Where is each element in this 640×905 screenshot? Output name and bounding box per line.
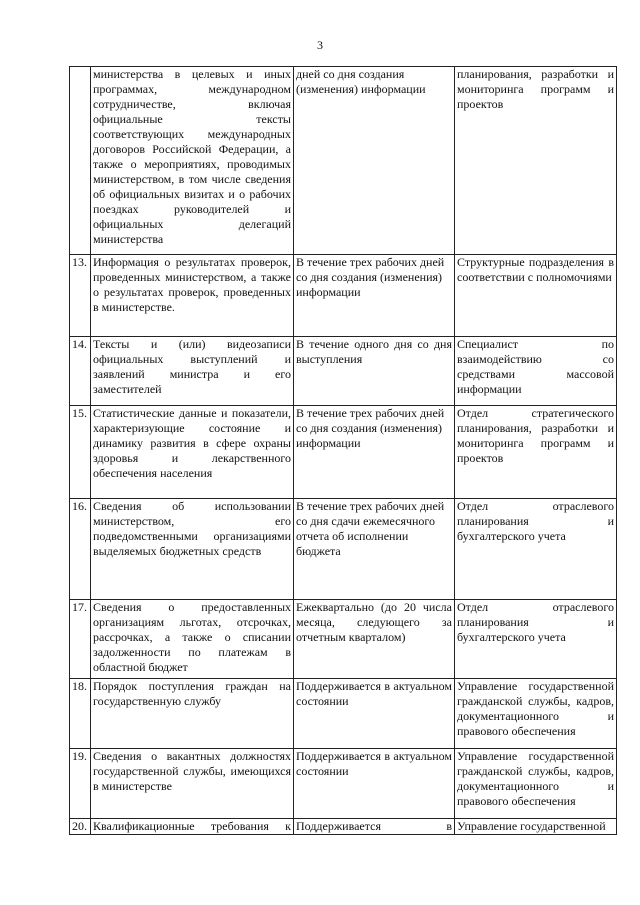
table-row: [70, 749, 617, 819]
term-cell: Поддерживается в актуальном состоянии: [294, 749, 455, 819]
term-cell: В течение трех рабочих дней со дня сдачи ежемесячного отчета об исполнении бюджета: [294, 499, 455, 600]
row-number: [70, 67, 91, 255]
row-number: 20.: [70, 819, 91, 835]
information-table: [69, 66, 617, 835]
term-cell: Поддерживается в: [294, 819, 455, 835]
row-number: 13.: [70, 255, 91, 337]
row-number: 19.: [70, 749, 91, 819]
row-number: 17.: [70, 600, 91, 679]
responsible-cell: Управление государственной: [455, 819, 617, 835]
table-row: [70, 600, 617, 679]
table-row: [70, 406, 617, 499]
table-row: [70, 819, 617, 835]
info-cell: Информация о результатах проверок, проведенных министерством, а также о результатах проверок, проведенных в министерстве.: [91, 255, 294, 337]
term-cell: Поддерживается в актуальном состоянии: [294, 679, 455, 749]
info-cell: Статистические данные и показатели, характеризующие состояние и динамику развития в сфере охраны здоровья и лекарственного обеспечения населения: [91, 406, 294, 499]
row-number: 14.: [70, 337, 91, 406]
term-cell: дней со дня создания (изменения) информации: [294, 67, 455, 255]
term-cell: В течение трех рабочих дней со дня создания (изменения) информации: [294, 406, 455, 499]
table-row: [70, 67, 617, 255]
info-cell: министерства в целевых и иных программах, международном сотрудничестве, включая официальные тексты соответствующих международных договоров Российской Федерации, а также о мероприятиях, проводимых министерством, в том числе сведения об официальных визитах и о рабочих поездках руководителей и официальных делегаций министерства: [91, 67, 294, 255]
responsible-cell: планирования, разработки и мониторинга программ и проектов: [455, 67, 617, 255]
responsible-cell: Отдел отраслевого планирования и бухгалтерского учета: [455, 499, 617, 600]
info-cell: Сведения об использовании министерством, его подведомственными организациями выделяемых бюджетных средств: [91, 499, 294, 600]
row-number: 16.: [70, 499, 91, 600]
table-row: [70, 679, 617, 749]
term-cell: В течение одного дня со дня выступления: [294, 337, 455, 406]
row-number: 15.: [70, 406, 91, 499]
row-number: 18.: [70, 679, 91, 749]
table-row: [70, 337, 617, 406]
table-row: [70, 499, 617, 600]
responsible-cell: Структурные подразделения в соответствии с полномочиями: [455, 255, 617, 337]
info-cell: Сведения о предоставленных организациям льготах, отсрочках, рассрочках, а также о списании задолженности по платежам в областной бюджет: [91, 600, 294, 679]
page-number: 3: [317, 38, 323, 52]
responsible-cell: Отдел стратегического планирования, разработки и мониторинга программ и проектов: [455, 406, 617, 499]
responsible-cell: Специалист по взаимодействию со средствами массовой информации: [455, 337, 617, 406]
term-cell: В течение трех рабочих дней со дня создания (изменения) информации: [294, 255, 455, 337]
info-cell: Порядок поступления граждан на государственную службу: [91, 679, 294, 749]
responsible-cell: Управление государственной гражданской службы, кадров, документационного и правового обеспечения: [455, 749, 617, 819]
info-cell: Квалификационные требования к: [91, 819, 294, 835]
info-cell: Сведения о вакантных должностях государственной службы, имеющихся в министерстве: [91, 749, 294, 819]
responsible-cell: Отдел отраслевого планирования и бухгалтерского учета: [455, 600, 617, 679]
table-row: [70, 255, 617, 337]
term-cell: Ежеквартально (до 20 числа месяца, следующего за отчетным кварталом): [294, 600, 455, 679]
responsible-cell: Управление государственной гражданской службы, кадров, документационного и правового обеспечения: [455, 679, 617, 749]
info-cell: Тексты и (или) видеозаписи официальных выступлений и заявлений министра и его заместителей: [91, 337, 294, 406]
